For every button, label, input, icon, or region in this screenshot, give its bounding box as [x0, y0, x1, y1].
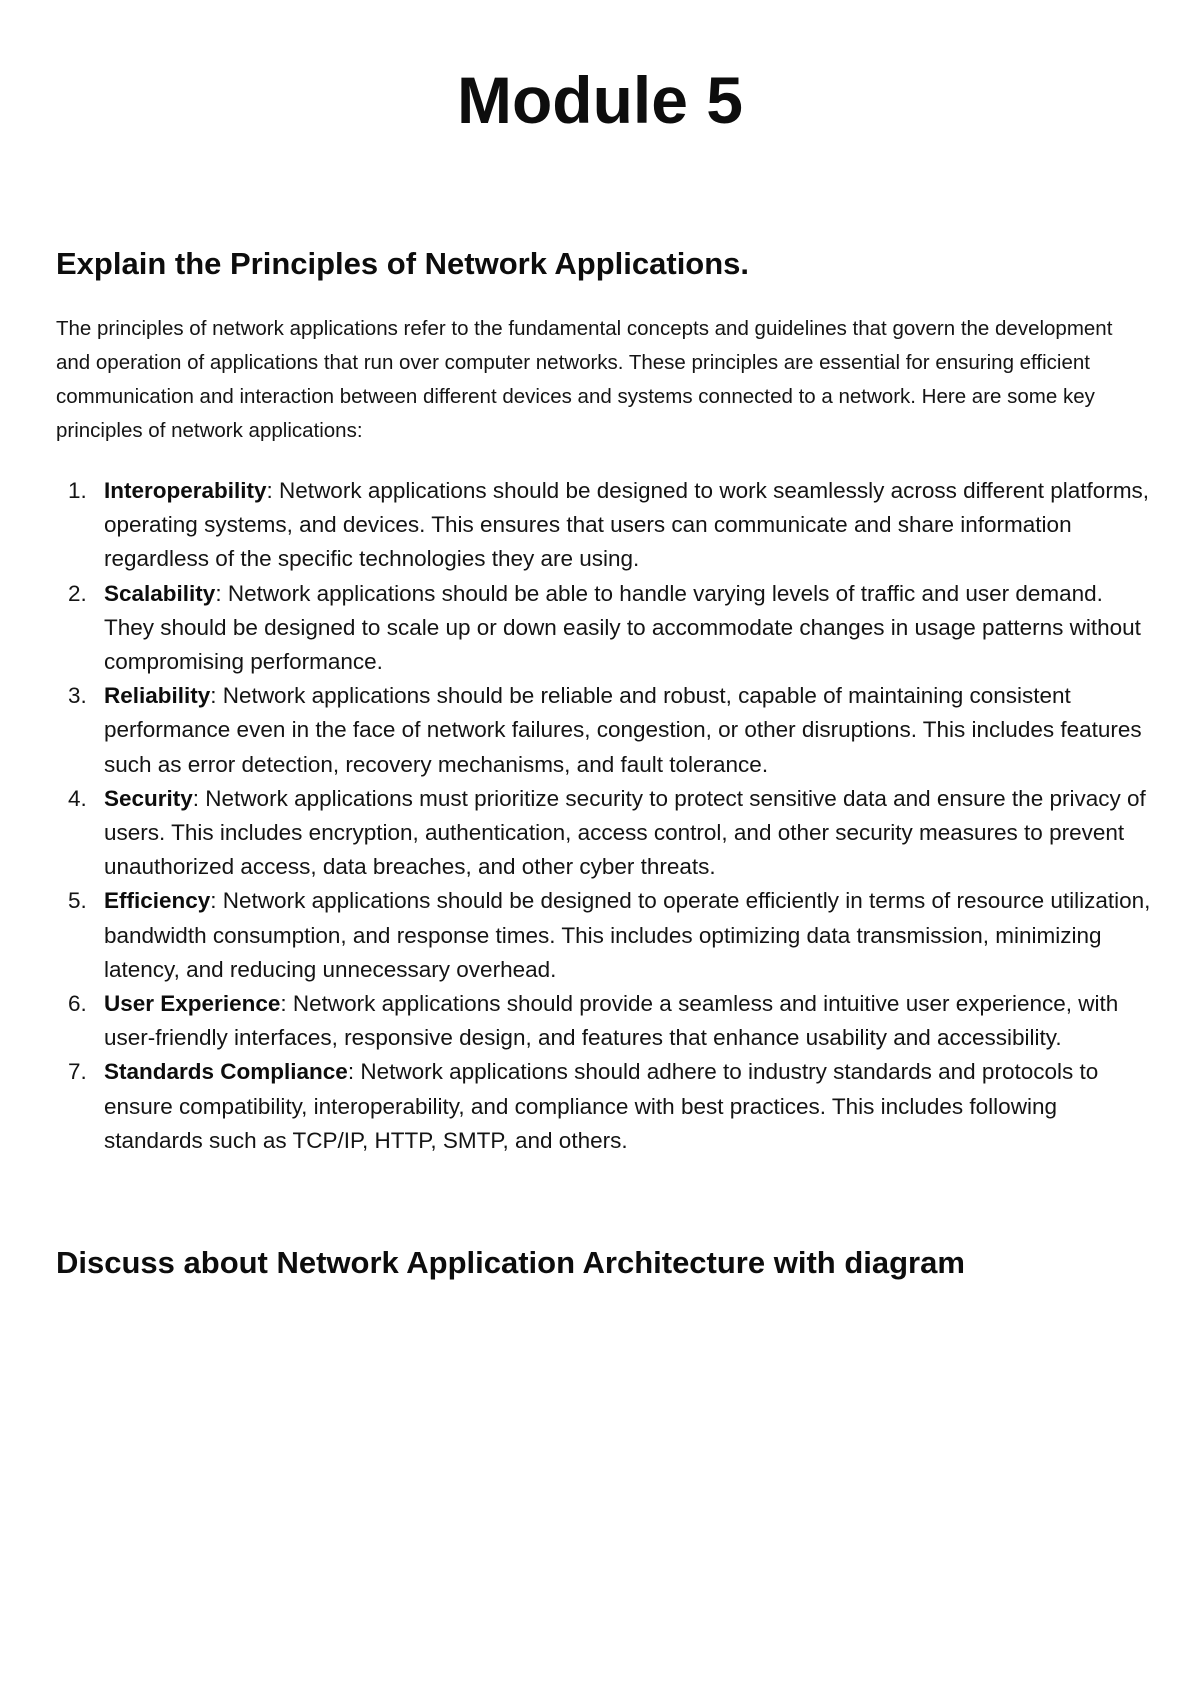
principle-description: : Network applications should be designed to operate efficiently in terms of resource utilization, bandwidth consumption, and response times. This includes optimizing data transmission, minimizing latency, and reducing unnecessary overhead.	[104, 888, 1151, 982]
section-heading-architecture: Discuss about Network Application Architecture with diagram	[56, 1245, 965, 1280]
list-item-number: 1.	[68, 478, 87, 503]
list-item	[56, 474, 1154, 577]
principle-term: Standards Compliance	[104, 1059, 348, 1085]
list-item-number: 7.	[68, 1059, 87, 1085]
list-item	[56, 679, 1154, 782]
principle-term: Reliability	[104, 683, 211, 709]
principle-description: : Network applications should be able to handle varying levels of traffic and user demand. They should be designed to scale up or down easily to accommodate changes in usage patterns without compromising performance.	[104, 580, 1141, 675]
list-item-number: 2.	[68, 580, 87, 606]
principle-term: User Experience	[104, 991, 281, 1017]
section-heading-principles: Explain the Principles of Network Applications.	[56, 246, 750, 281]
list-item	[56, 987, 1154, 1055]
list-item	[56, 782, 1154, 885]
principle-description: : Network applications should be designed to work seamlessly across different platforms, operating systems, and devices. This ensures that users can communicate and share information regardless of the specific technologies they are using.	[104, 478, 1150, 572]
principle-term: Scalability	[104, 580, 216, 606]
principle-description: : Network applications must prioritize security to protect sensitive data and ensure the privacy of users. This includes encryption, authentication, access control, and other security measures to prevent unauthorized access, data breaches, and other cyber threats.	[104, 785, 1146, 880]
list-item-number: 5.	[68, 888, 87, 914]
list-item-number: 6.	[68, 991, 87, 1017]
principle-term: Interoperability	[104, 478, 267, 503]
principle-description: : Network applications should be reliable and robust, capable of maintaining consistent performance even in the face of network failures, congestion, or other disruptions. This includes features such as error detection, recovery mechanisms, and fault tolerance.	[104, 683, 1142, 777]
principle-description: : Network applications should adhere to industry standards and protocols to ensure compatibility, interoperability, and compliance with best practices. This includes following standards such as TCP/IP, HTTP, SMTP, and others.	[104, 1059, 1099, 1153]
principle-term: Security	[104, 785, 193, 811]
list-item	[56, 577, 1154, 680]
list-item-number: 3.	[68, 683, 87, 709]
page-title: Module 5	[456, 63, 743, 137]
principle-description: : Network applications should provide a seamless and intuitive user experience, with user-friendly interfaces, responsive design, and features that enhance usability and accessibility.	[104, 991, 1119, 1051]
principle-term: Efficiency	[104, 888, 211, 914]
principles-list	[56, 474, 1154, 1158]
list-item	[56, 1055, 1154, 1158]
intro-paragraph: The principles of network applications refer to the fundamental concepts and guidelines that govern the development and operation of applications that run over computer networks. These principles are essential for ensuring efficient communication and interaction between different devices and systems connected to a network. Here are some key principles of network applications:	[56, 317, 1113, 442]
list-item	[56, 884, 1154, 987]
list-item-number: 4.	[68, 785, 87, 811]
